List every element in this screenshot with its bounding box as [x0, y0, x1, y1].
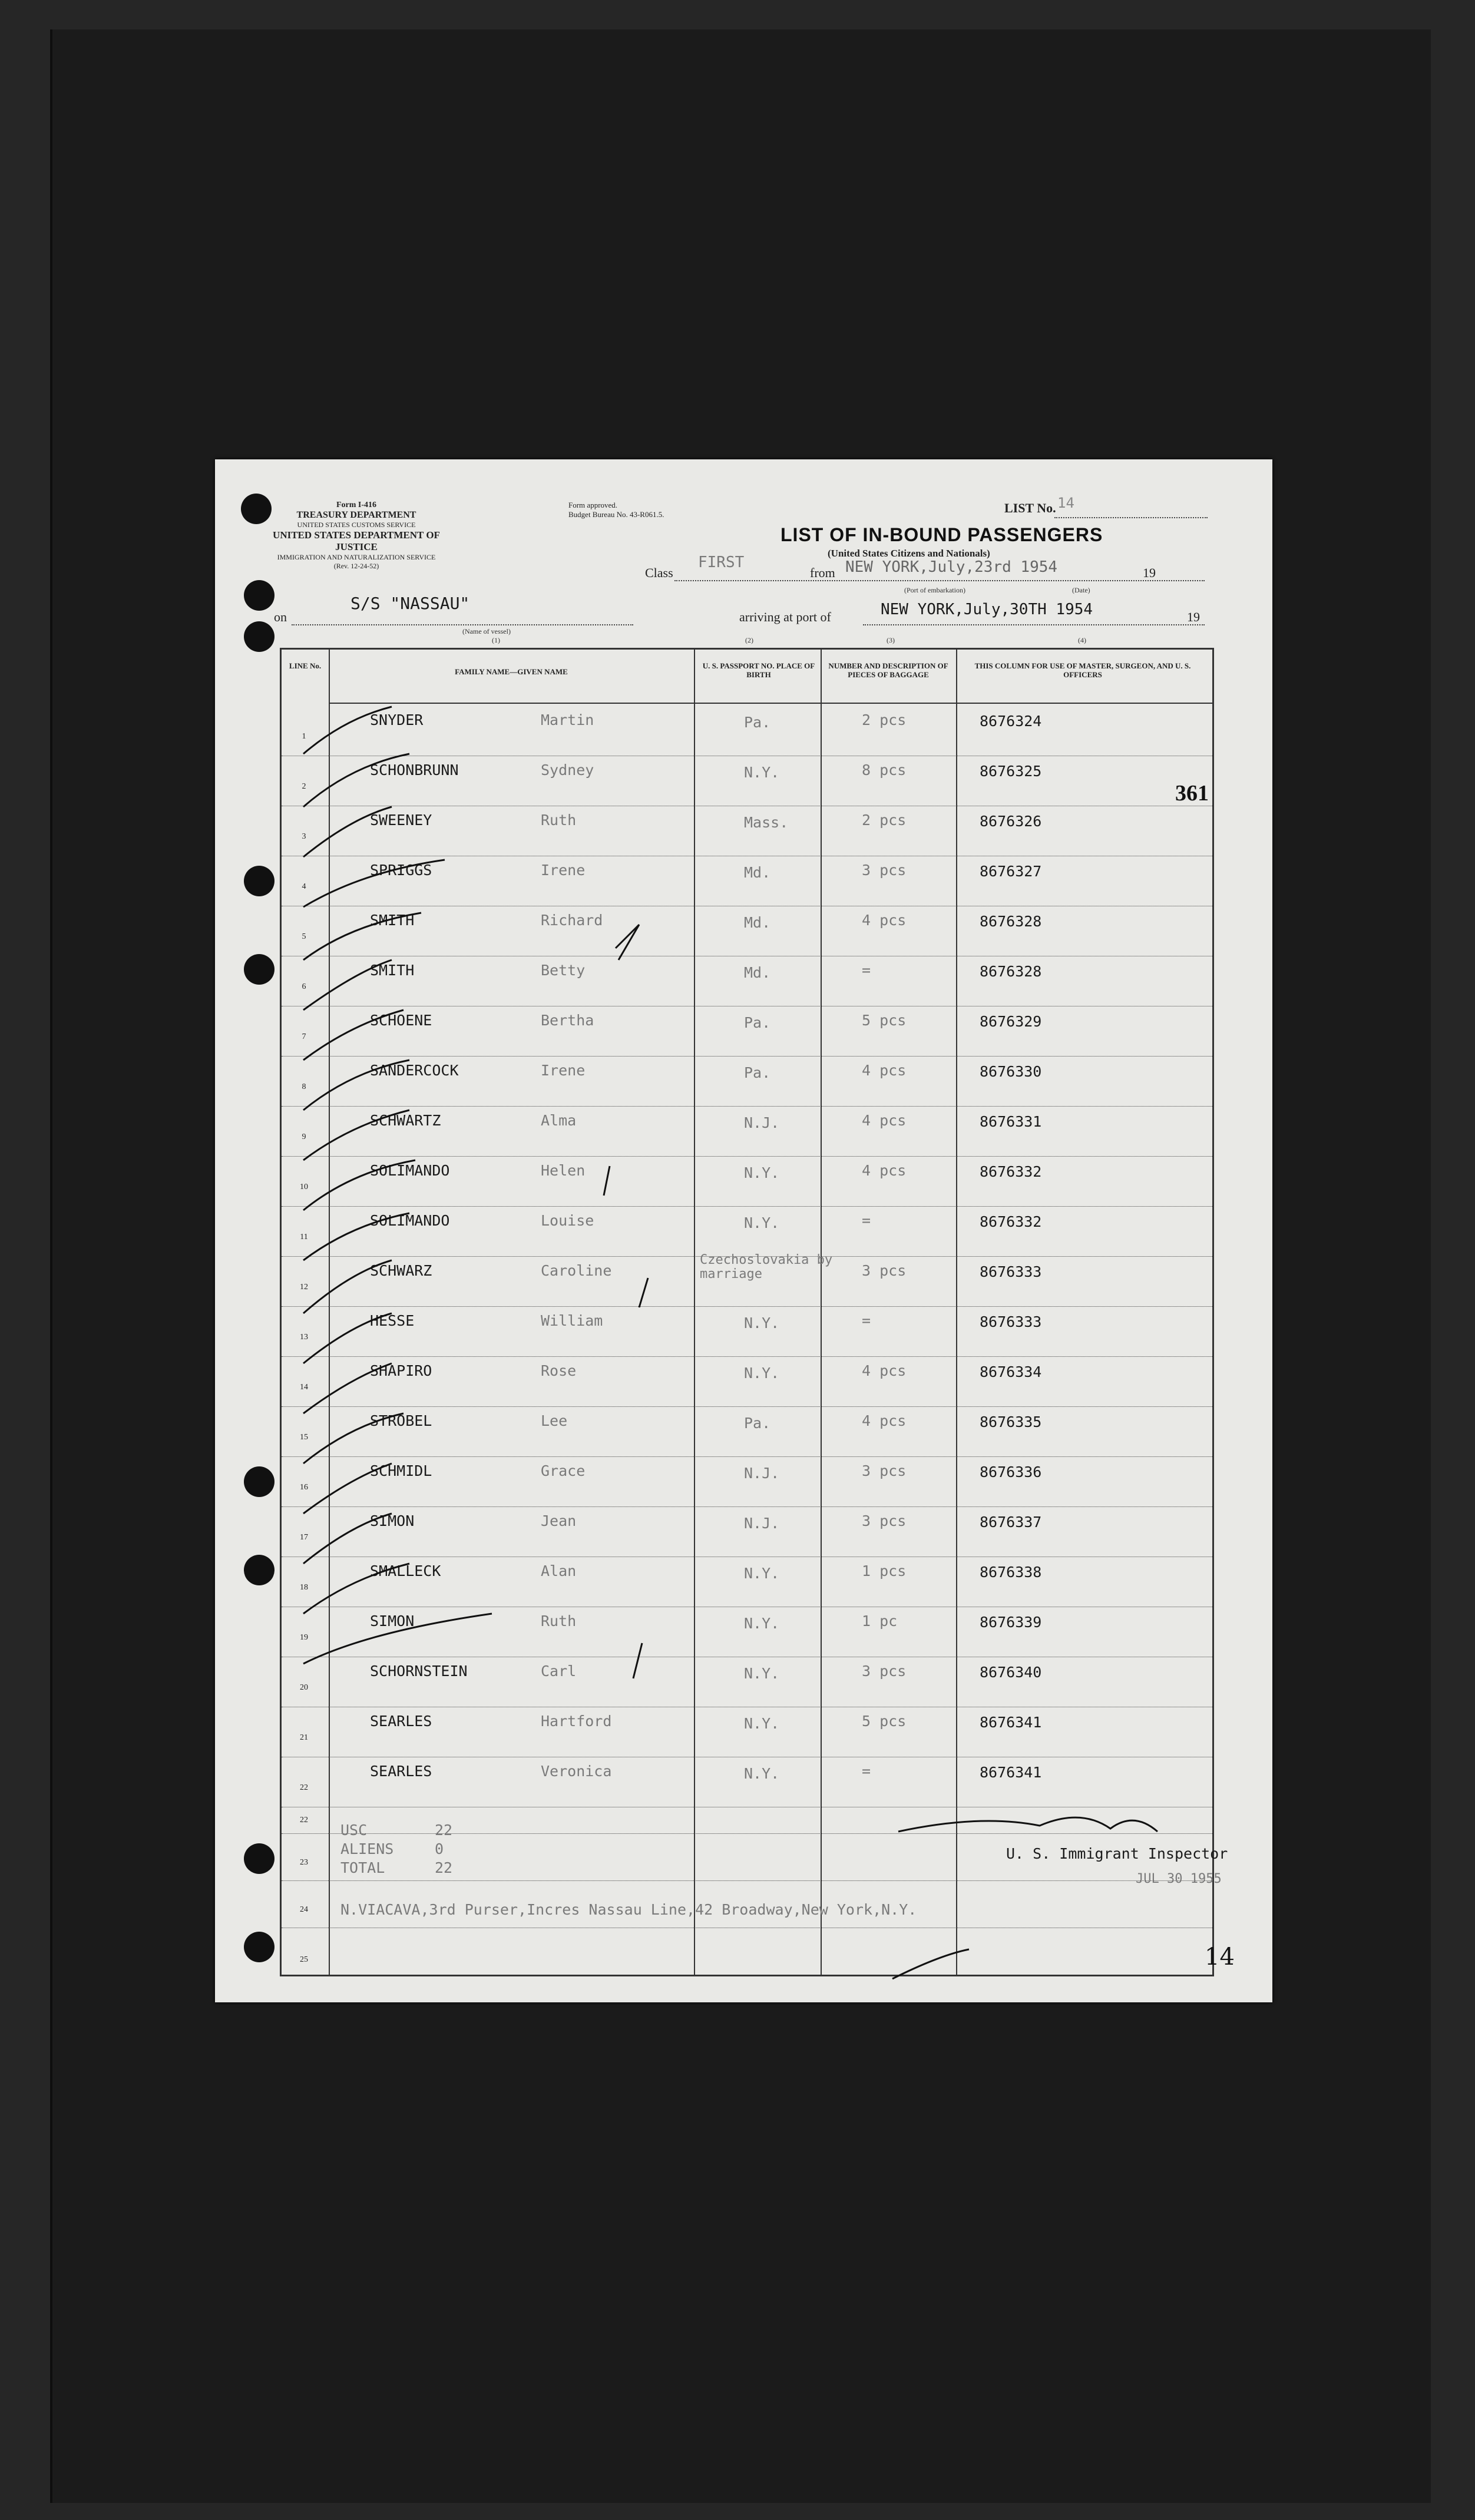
given-name: Grace	[541, 1462, 586, 1479]
given-name: Caroline	[541, 1262, 612, 1279]
line-number: 20	[300, 1683, 308, 1692]
col-header-baggage: NUMBER AND DESCRIPTION OF PIECES OF BAGGAGE	[828, 661, 948, 679]
family-name: SCHWARZ	[370, 1262, 432, 1279]
officer-code: 8676332	[980, 1163, 1042, 1180]
given-name: William	[541, 1312, 603, 1329]
family-name: SIMON	[370, 1512, 415, 1529]
family-name: SCHOENE	[370, 1012, 432, 1029]
checkmark-stroke	[303, 1313, 392, 1363]
baggage: 4 pcs	[862, 912, 907, 929]
baggage: 4 pcs	[862, 1062, 907, 1079]
family-name: SEARLES	[370, 1763, 432, 1780]
port-embarkation-caption: (Port of embarkation)	[904, 586, 965, 594]
checkmark-stroke	[303, 1463, 392, 1514]
caption-4: (4)	[1078, 636, 1086, 644]
family-name: SCHMIDL	[370, 1462, 432, 1479]
officer-code: 8676333	[980, 1313, 1042, 1330]
baggage: =	[862, 1312, 871, 1329]
baggage: 3 pcs	[862, 1262, 907, 1279]
place-of-birth: N.Y.	[744, 1715, 780, 1732]
family-name: SMALLECK	[370, 1562, 441, 1579]
caption-2: (2)	[745, 636, 753, 644]
aliens-value: 0	[435, 1840, 444, 1857]
officer-code: 8676328	[980, 963, 1042, 980]
place-of-birth: N.J.	[744, 1515, 780, 1532]
checkmark-stroke	[303, 754, 409, 807]
checkmark-stroke	[303, 1363, 392, 1413]
year-19-b: 19	[1187, 610, 1200, 624]
place-of-birth: N.Y.	[744, 1314, 780, 1332]
line-number: 17	[300, 1533, 308, 1542]
justice-dept: UNITED STATES DEPARTMENT OF JUSTICE	[273, 529, 440, 552]
place-of-birth: N.Y.	[744, 764, 780, 781]
baggage: 5 pcs	[862, 1713, 907, 1730]
family-name: SMITH	[370, 962, 415, 979]
line-number: 10	[300, 1183, 308, 1191]
family-name: SPRIGGS	[370, 862, 432, 879]
officer-code: 8676332	[980, 1213, 1042, 1230]
checkmark-stroke	[303, 1060, 409, 1110]
checkmark-stroke	[303, 860, 445, 907]
place-of-birth: N.J.	[744, 1114, 780, 1131]
place-of-birth: Pa.	[744, 1415, 771, 1432]
inspector-signature	[898, 1817, 1157, 1832]
family-name: SMITH	[370, 912, 415, 929]
baggage: 3 pcs	[862, 1663, 907, 1680]
checkmark-stroke	[303, 1010, 404, 1060]
form-approved-text: Form approved.	[568, 501, 618, 509]
given-name: Alan	[541, 1562, 577, 1579]
line-number: 13	[300, 1333, 308, 1342]
caption-1: (1)	[492, 636, 500, 644]
place-of-birth: Md.	[744, 914, 771, 931]
given-name: Betty	[541, 962, 586, 979]
vessel-caption: (Name of vessel)	[462, 627, 511, 635]
officer-code: 8676324	[980, 713, 1042, 730]
place-of-birth: Pa.	[744, 1014, 771, 1031]
date-caption: (Date)	[1072, 586, 1090, 594]
place-of-birth: Pa.	[744, 714, 771, 731]
family-name: SCHONBRUNN	[370, 761, 459, 779]
total-label: TOTAL	[340, 1859, 385, 1876]
family-name: SCHORNSTEIN	[370, 1663, 468, 1680]
line-number: 11	[300, 1233, 308, 1241]
budget-bureau-text: Budget Bureau No. 43-R061.5.	[568, 510, 664, 519]
officer-code: 8676336	[980, 1463, 1042, 1481]
usc-value: 22	[435, 1822, 453, 1839]
baggage: =	[862, 962, 871, 979]
officer-code: 8676329	[980, 1013, 1042, 1030]
line-number: 15	[300, 1433, 308, 1442]
officer-code: 8676325	[980, 763, 1042, 780]
line-number: 25	[300, 1955, 308, 1964]
baggage: 2 pcs	[862, 711, 907, 728]
line-number: 8	[302, 1082, 306, 1091]
line-number: 14	[300, 1383, 308, 1392]
place-of-birth: N.Y.	[744, 1164, 780, 1181]
col-header-passport: U. S. PASSPORT NO. PLACE OF BIRTH	[702, 661, 815, 679]
family-name: SOLIMANDO	[370, 1162, 450, 1179]
given-name: Alma	[541, 1112, 577, 1129]
line-number: 4	[302, 882, 306, 891]
checkmark-stroke	[303, 1614, 492, 1664]
given-name: Hartford	[541, 1713, 612, 1730]
customs-service: UNITED STATES CUSTOMS SERVICE	[297, 521, 416, 529]
line-number: 9	[302, 1132, 306, 1141]
vessel-value: S/S "NASSAU"	[350, 594, 470, 613]
given-name: Irene	[541, 862, 586, 879]
family-name: SOLIMANDO	[370, 1212, 450, 1229]
line-number: 3	[302, 832, 306, 841]
checkmark-stroke	[303, 1413, 404, 1463]
place-of-birth: N.Y.	[744, 1214, 780, 1231]
tick-mark	[633, 1643, 642, 1678]
aliens-label: ALIENS	[340, 1840, 394, 1857]
baggage: 4 pcs	[862, 1162, 907, 1179]
given-name: Irene	[541, 1062, 586, 1079]
baggage: 4 pcs	[862, 1412, 907, 1429]
officer-code: 8676341	[980, 1714, 1042, 1731]
page-stamp-number: 361	[1175, 781, 1209, 806]
caption-3: (3)	[887, 636, 895, 644]
treasury-dept: TREASURY DEPARTMENT	[296, 510, 416, 520]
place-of-birth: N.Y.	[744, 1665, 780, 1682]
place-of-birth: N.Y.	[744, 1365, 780, 1382]
checkmark-stroke	[303, 707, 392, 754]
col-header-officers: THIS COLUMN FOR USE OF MASTER, SURGEON, AND U. S. OFFICERS	[974, 661, 1191, 679]
year-19-a: 19	[1143, 565, 1156, 580]
officer-code: 8676331	[980, 1113, 1042, 1130]
document-subtitle: (United States Citizens and Nationals)	[828, 548, 990, 559]
baggage: =	[862, 1763, 871, 1780]
col-header-line: LINE No.	[289, 661, 322, 670]
baggage: 3 pcs	[862, 1512, 907, 1529]
form-number: Form I-416	[336, 501, 377, 509]
given-name: Ruth	[541, 812, 577, 829]
col-header-name: FAMILY NAME—GIVEN NAME	[455, 667, 568, 676]
officer-code: 8676333	[980, 1263, 1042, 1280]
given-name: Sydney	[541, 761, 594, 779]
line-number: 24	[300, 1905, 308, 1914]
officer-code: 8676327	[980, 863, 1042, 880]
given-name: Helen	[541, 1162, 586, 1179]
place-of-birth: Md.	[744, 964, 771, 981]
family-name: SEARLES	[370, 1713, 432, 1730]
checkmark-stroke	[303, 1514, 392, 1564]
line-number: 23	[300, 1858, 308, 1867]
officer-code: 8676330	[980, 1063, 1042, 1080]
family-name: SCHWARTZ	[370, 1112, 441, 1129]
family-name: SANDERCOCK	[370, 1062, 459, 1079]
usc-label: USC	[340, 1822, 368, 1839]
baggage: 4 pcs	[862, 1112, 907, 1129]
checkmark-stroke	[303, 1260, 392, 1313]
line-number: 6	[302, 982, 306, 991]
place-of-birth: Pa.	[744, 1064, 771, 1081]
family-name: SWEENEY	[370, 812, 432, 829]
handwritten-list-number: 14	[1205, 1943, 1235, 1971]
officer-code: 8676334	[980, 1363, 1042, 1380]
baggage: 3 pcs	[862, 862, 907, 879]
revision-date: (Rev. 12-24-52)	[333, 562, 379, 570]
given-name: Bertha	[541, 1012, 594, 1029]
bottom-scribble	[892, 1949, 969, 1979]
place-of-birth: Md.	[744, 864, 771, 881]
place-of-birth: N.Y.	[744, 1565, 780, 1582]
class-label: Class	[645, 565, 673, 580]
line-number: 19	[300, 1633, 308, 1642]
checkmark-stroke	[303, 1213, 409, 1260]
given-name: Veronica	[541, 1763, 612, 1780]
given-name: Rose	[541, 1362, 577, 1379]
checkmark-stroke	[303, 1110, 409, 1160]
line-number: 5	[302, 932, 306, 941]
baggage: 8 pcs	[862, 761, 907, 779]
document-title: LIST OF IN-BOUND PASSENGERS	[781, 524, 1103, 545]
line-number: 2	[302, 782, 306, 791]
on-label: on	[274, 610, 287, 624]
handwriting-overlay	[215, 459, 1272, 2002]
checkmark-stroke	[303, 1160, 415, 1210]
baggage: 3 pcs	[862, 1462, 907, 1479]
officer-code: 8676341	[980, 1764, 1042, 1781]
checkmark-stroke	[303, 1564, 409, 1614]
tick-mark	[604, 1166, 610, 1196]
line-number: 1	[302, 732, 306, 741]
given-name: Richard	[541, 912, 603, 929]
family-name: STROBEL	[370, 1412, 432, 1429]
arriving-value: NEW YORK,July,30TH 1954	[881, 601, 1093, 618]
officer-code: 8676340	[980, 1664, 1042, 1681]
from-value: NEW YORK,July,23rd 1954	[845, 558, 1058, 576]
family-name: SNYDER	[370, 711, 424, 728]
line-number: 18	[300, 1583, 308, 1592]
from-label: from	[810, 565, 835, 580]
baggage: 1 pcs	[862, 1562, 907, 1579]
manifest-sheet	[215, 459, 1272, 2002]
purser-line: N.VIACAVA,3rd Purser,Incres Nassau Line,42 Broadway,New York,N.Y.	[340, 1901, 917, 1918]
baggage: 1 pc	[862, 1612, 898, 1630]
list-no-label: LIST No.	[1004, 501, 1056, 515]
baggage: 4 pcs	[862, 1362, 907, 1379]
place-of-birth: N.J.	[744, 1465, 780, 1482]
given-name: Louise	[541, 1212, 594, 1229]
given-name: Martin	[541, 711, 594, 728]
officer-code: 8676335	[980, 1413, 1042, 1430]
line-number: 12	[300, 1283, 308, 1292]
family-name: HESSE	[370, 1312, 415, 1329]
officer-code: 8676337	[980, 1514, 1042, 1531]
officer-code: 8676326	[980, 813, 1042, 830]
given-name: Carl	[541, 1663, 577, 1680]
inspector-title: U. S. Immigrant Inspector	[1006, 1845, 1228, 1862]
family-name: SIMON	[370, 1612, 415, 1630]
checkmark-stroke	[303, 807, 392, 857]
place-of-birth: N.Y.	[744, 1615, 780, 1632]
arriving-label: arriving at port of	[739, 610, 831, 624]
tick-mark	[616, 925, 639, 960]
line-number: 21	[300, 1733, 308, 1742]
officer-code: 8676338	[980, 1564, 1042, 1581]
given-name: Ruth	[541, 1612, 577, 1630]
place-of-birth: Mass.	[744, 814, 789, 831]
officer-code: 8676328	[980, 913, 1042, 930]
tick-mark	[639, 1278, 648, 1307]
place-of-birth: Czechoslovakia by marriage	[700, 1253, 833, 1281]
family-name: SHAPIRO	[370, 1362, 432, 1379]
baggage: 5 pcs	[862, 1012, 907, 1029]
given-name: Jean	[541, 1512, 577, 1529]
checkmark-stroke	[303, 960, 392, 1010]
officer-code: 8676339	[980, 1614, 1042, 1631]
list-no-value: 14	[1057, 495, 1074, 511]
line-number: 22	[300, 1816, 308, 1824]
class-value: FIRST	[698, 554, 745, 571]
line-number: 16	[300, 1483, 308, 1492]
place-of-birth: N.Y.	[744, 1765, 780, 1782]
ins-service: IMMIGRATION AND NATURALIZATION SERVICE	[277, 553, 436, 561]
given-name: Lee	[541, 1412, 568, 1429]
total-value: 22	[435, 1859, 453, 1876]
baggage: =	[862, 1212, 871, 1229]
inspector-date-stamp: JUL 30 1955	[1136, 1872, 1222, 1886]
line-number: 7	[302, 1032, 306, 1041]
checkmark-stroke	[303, 913, 421, 960]
baggage: 2 pcs	[862, 812, 907, 829]
line-number: 22	[300, 1783, 308, 1792]
